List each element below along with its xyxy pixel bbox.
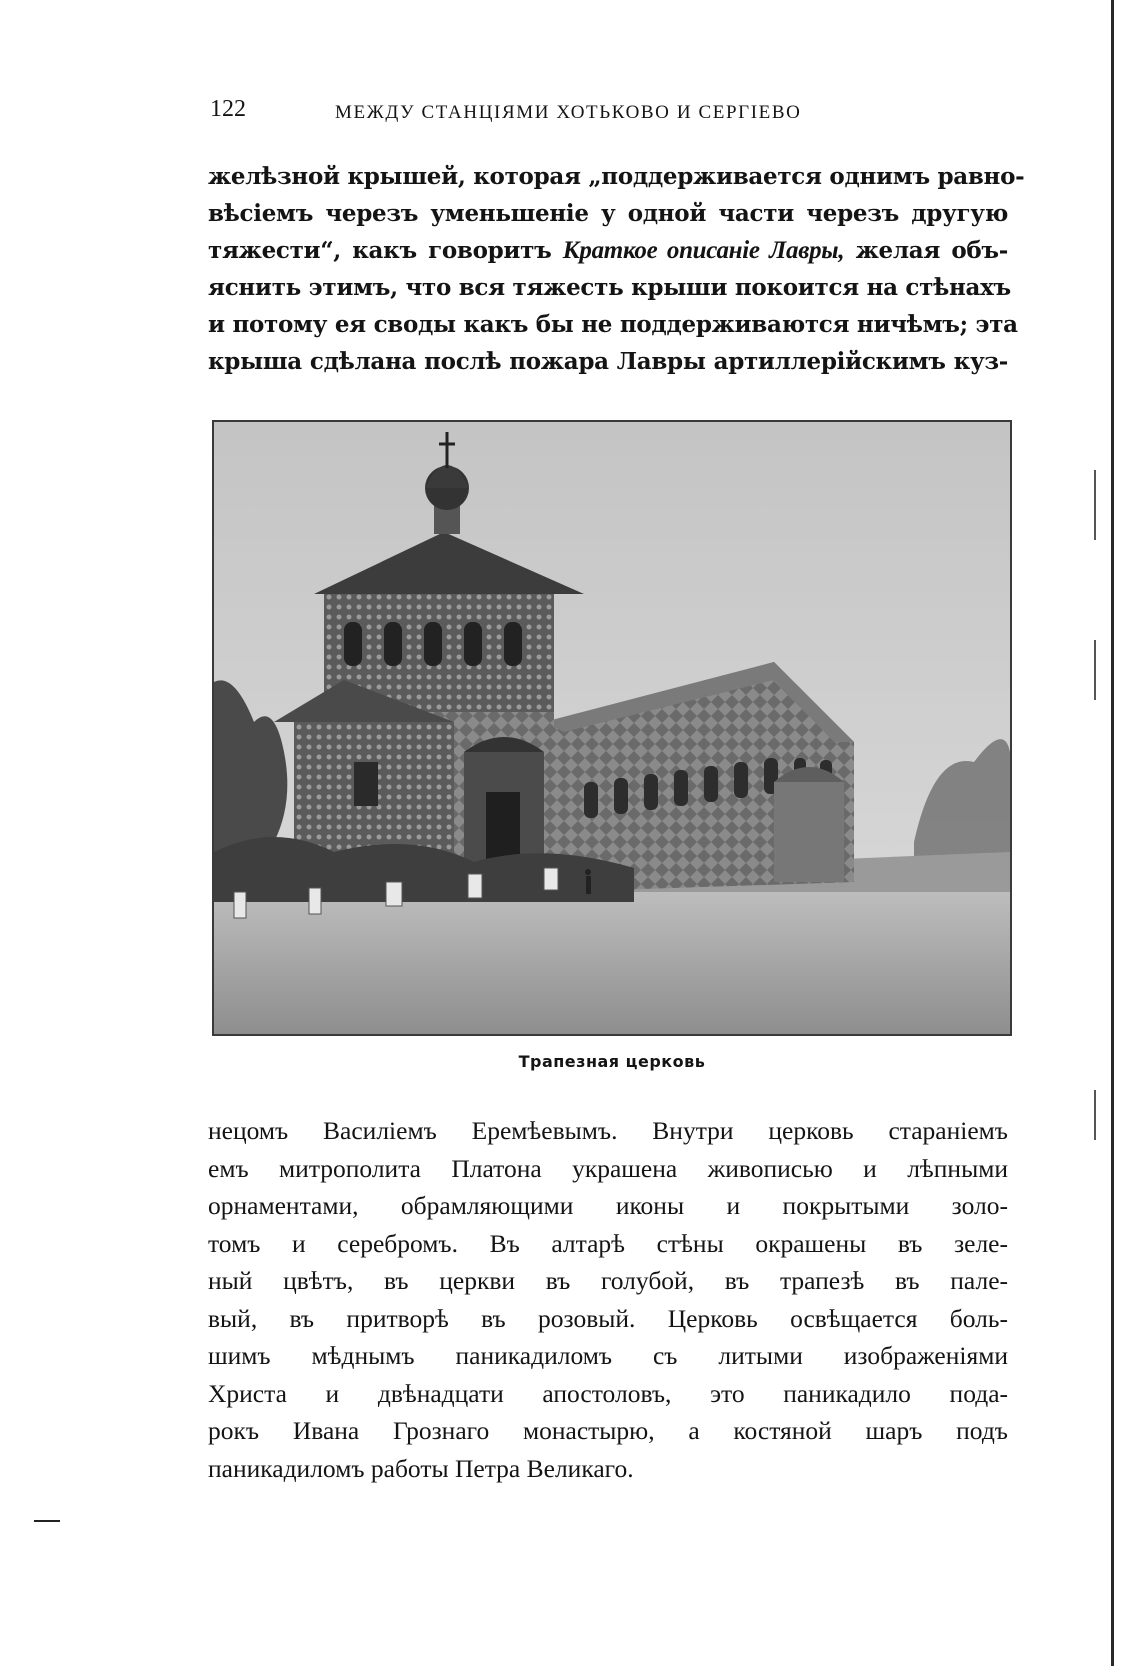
text-line: желѣзной крышей, которая „поддерживается однимъ равно- <box>208 163 1025 190</box>
running-head <box>210 96 1010 126</box>
cited-title: Краткое описаніе Лавры, <box>562 237 845 264</box>
text-line-with-citation <box>208 232 1008 269</box>
text-line: шимъ мѣднымъ паникадиломъ съ литыми изображеніями <box>208 1341 1008 1370</box>
text-line: крыша сдѣлана послѣ пожара Лавры артиллерійскимъ куз- <box>208 348 1008 375</box>
text-line: вѣсіемъ черезъ уменьшеніе у одной части черезъ другую <box>208 200 1008 227</box>
edge-mark <box>1094 1090 1096 1140</box>
figure-caption: Трапезная церковь <box>518 1052 706 1071</box>
text-line: орнаментами, обрамляющими иконы и покрытыми золо- <box>208 1191 1008 1220</box>
text-line: рокъ Ивана Грознаго монастырю, а костяной шаръ подъ <box>208 1416 1008 1445</box>
margin-mark <box>34 1520 60 1522</box>
text-line: емъ митрополита Платона украшена живописью и лѣпными <box>208 1153 1008 1183</box>
bottom-paragraph <box>208 1112 1008 1487</box>
text-line: и потому ея своды какъ бы не поддерживаются ничѣмъ; эта <box>208 311 1018 338</box>
running-title: МЕЖДУ СТАНЦІЯМИ ХОТЬКОВО И СЕРГІЕВО <box>335 102 802 123</box>
text-line: Христа и двѣнадцати апостоловъ, это паникадило пода- <box>208 1378 1008 1408</box>
church-illustration <box>214 422 1010 1034</box>
text-line: ный цвѣтъ, въ церкви въ голубой, въ трапезѣ въ пале- <box>208 1266 1008 1295</box>
text-line: вый, въ притворѣ въ розовый. Церковь освѣщается боль- <box>208 1303 1008 1333</box>
church-photograph <box>212 420 1012 1036</box>
text-fragment: тяжести“, какъ говоритъ <box>208 237 552 264</box>
text-line: нецомъ Василіемъ Еремѣевымъ. Внутри церковь стараніемъ <box>208 1116 1008 1145</box>
text-line: томъ и серебромъ. Въ алтарѣ стѣны окрашены въ зеле- <box>208 1228 1008 1258</box>
top-paragraph <box>208 158 1025 380</box>
text-fragment: желая объ- <box>844 237 1008 264</box>
edge-mark <box>1094 470 1096 540</box>
text-line: паникадиломъ работы Петра Великаго. <box>208 1453 634 1483</box>
page-number: 122 <box>210 96 246 122</box>
text-line: яснить этимъ, что вся тяжесть крыши покоится на стѣнахъ <box>208 274 1011 301</box>
page-edge-line <box>1111 0 1114 1666</box>
edge-mark <box>1094 640 1096 700</box>
